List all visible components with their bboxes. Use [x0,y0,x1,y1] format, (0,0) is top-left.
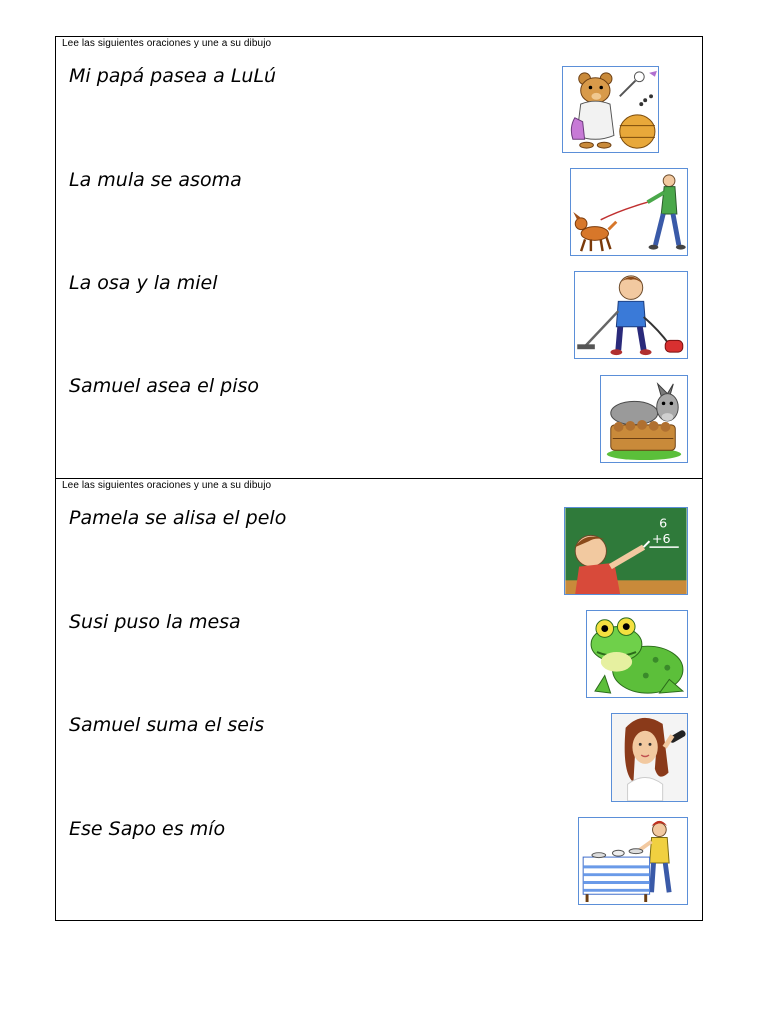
worksheet-bottom [55,478,703,921]
man-dog-image [570,168,688,256]
bear-honey-drawing [563,67,658,152]
sentence-1: Mi papá pasea a LuLú [69,65,277,87]
sentence-2: La mula se asoma [69,169,242,191]
donkey-drawing [601,376,687,462]
instruction-text: Lee las siguientes oraciones y une a su dibujo [62,38,272,49]
girl-table-drawing [579,818,687,904]
boy-vacuum-drawing [575,272,687,358]
sentence-4: Samuel asea el piso [69,375,260,397]
donkey-image [600,375,688,463]
woman-hair-drawing [612,714,687,801]
sentence-7: Samuel suma el seis [69,714,265,736]
sentence-5: Pamela se alisa el pelo [69,507,287,529]
boy-vacuum-image [574,271,688,359]
sentence-8: Ese Sapo es mío [69,818,226,840]
bear-honey-image [562,66,659,153]
sentence-3: La osa y la miel [69,272,218,294]
woman-hair-image [611,713,688,802]
chalk-number-top: 6 [659,515,668,531]
girl-table-image [578,817,688,905]
chalkboard-image [564,507,688,595]
chalk-number-bottom: +6 [651,531,671,547]
frog-image [586,610,688,698]
worksheet-top [55,36,703,479]
frog-drawing [587,611,687,697]
sentence-6: Susi puso la mesa [69,611,241,633]
instruction-text: Lee las siguientes oraciones y une a su dibujo [62,480,272,491]
chalkboard-drawing [565,508,687,594]
man-dog-drawing [571,169,687,255]
